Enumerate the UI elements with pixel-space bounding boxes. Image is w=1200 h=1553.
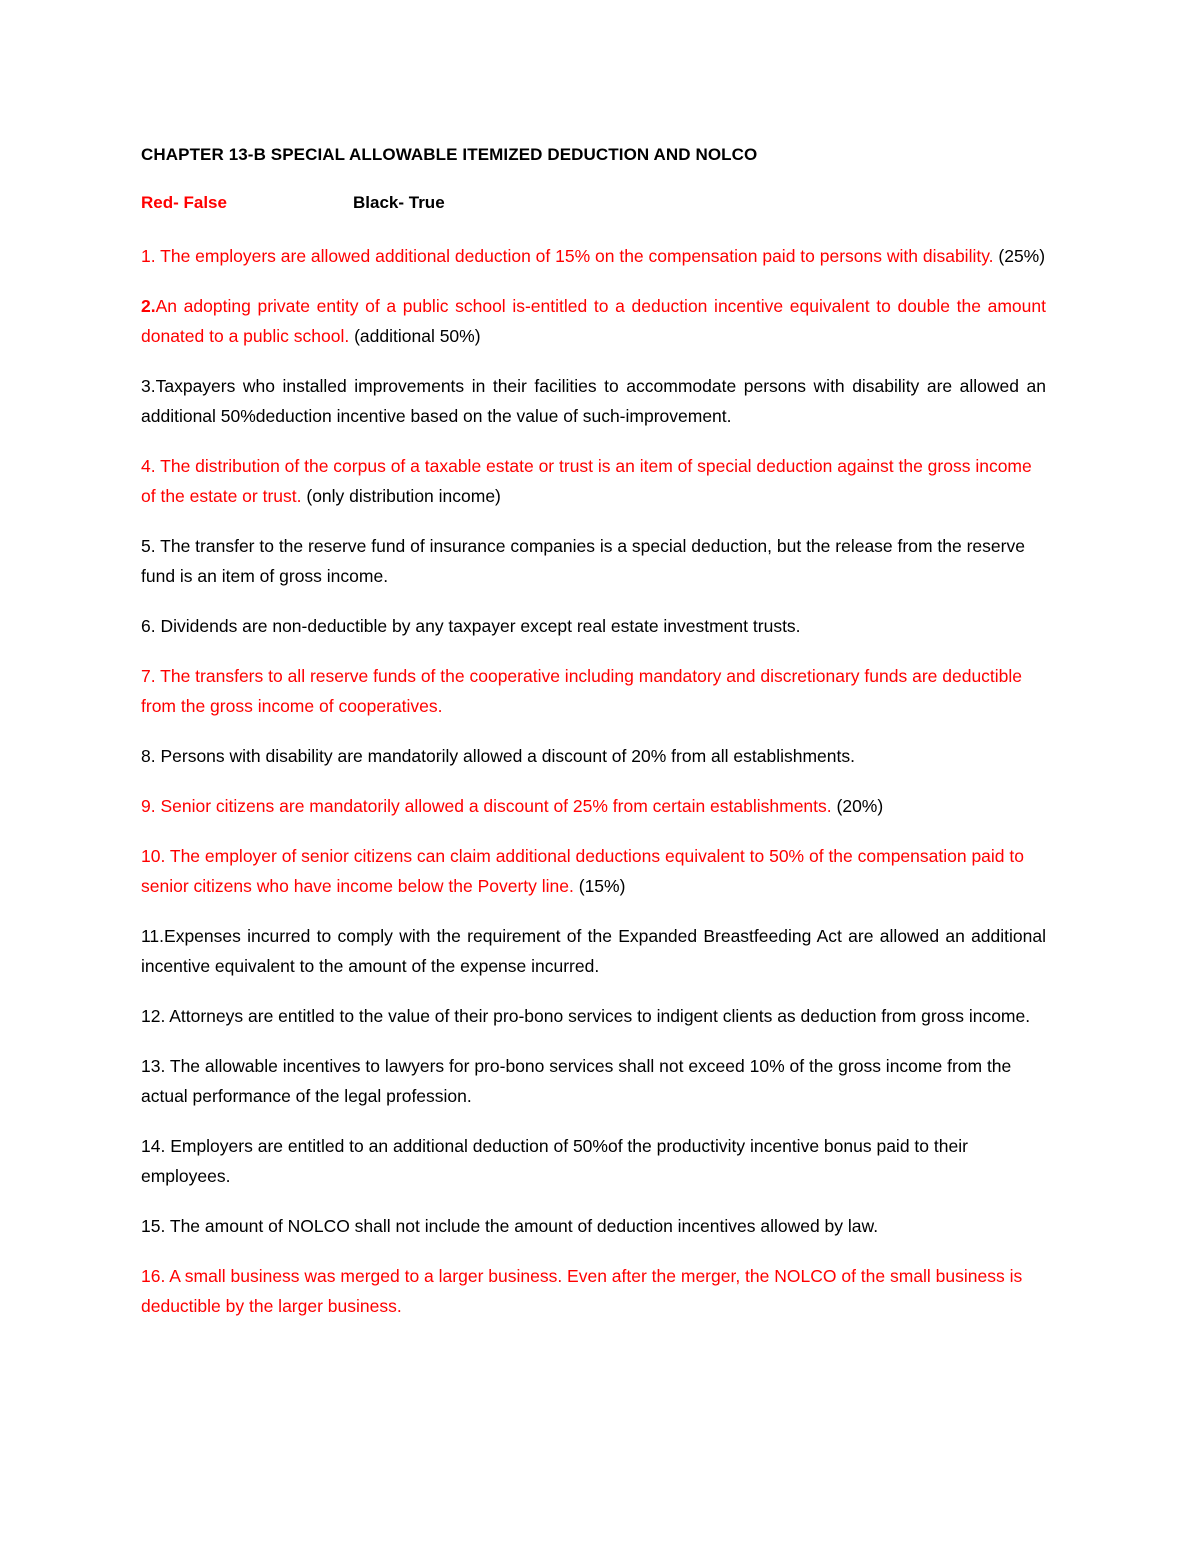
question-8 bbox=[141, 741, 1046, 771]
question-6 bbox=[141, 611, 1046, 641]
question-13-text: The allowable incentives to lawyers for pro-bono services shall not exceed 10% of the gross income from the actual performance of the legal profession. bbox=[141, 1056, 1012, 1106]
question-12 bbox=[141, 1001, 1046, 1031]
question-10-text: The employer of senior citizens can claim additional deductions equivalent to 50% of the compensation paid to senior citizens who have income below the Poverty line. bbox=[141, 846, 1024, 896]
question-5-text: The transfer to the reserve fund of insurance companies is a special deduction, but the release from the reserve fund is an item of gross income. bbox=[141, 536, 1025, 586]
legend-true: Black- True bbox=[353, 193, 445, 212]
question-6-text: Dividends are non-deductible by any taxpayer except real estate investment trusts. bbox=[155, 616, 801, 636]
page-title: CHAPTER 13-B SPECIAL ALLOWABLE ITEMIZED DEDUCTION AND NOLCO bbox=[141, 145, 758, 164]
question-11-number: 11. bbox=[141, 926, 165, 946]
question-9-answer: (20%) bbox=[831, 796, 884, 816]
question-16-number: 16. bbox=[141, 1266, 166, 1286]
question-2 bbox=[141, 291, 1046, 351]
question-3-number: 3. bbox=[141, 376, 156, 396]
question-4 bbox=[141, 451, 1046, 511]
question-7-text: The transfers to all reserve funds of the cooperative including mandatory and discretionary funds are deductible from the gross income of cooperatives. bbox=[141, 666, 1023, 716]
question-1-text: The employers are allowed additional deduction of 15% on the compensation paid to persons with disability. bbox=[155, 246, 994, 266]
question-2-text: An adopting private entity of a public school is-entitled to a deduction incentive equivalent to double the amount donated to a public school. bbox=[141, 296, 1046, 346]
question-5-number: 5. bbox=[141, 536, 156, 556]
question-15-text: The amount of NOLCO shall not include the amount of deduction incentives allowed by law. bbox=[165, 1216, 879, 1236]
question-3 bbox=[141, 371, 1046, 431]
question-7-number: 7. bbox=[141, 666, 156, 686]
question-14-text: Employers are entitled to an additional deduction of 50%of the productivity incentive bonus paid to their employees. bbox=[141, 1136, 968, 1186]
question-9 bbox=[141, 791, 1046, 821]
question-8-number: 8. bbox=[141, 746, 156, 766]
question-2-answer: (additional 50%) bbox=[349, 326, 481, 346]
question-3-text: Taxpayers who installed improvements in their facilities to accommodate persons with disability are allowed an additional 50%deduction incentive based on the value of such-improvement. bbox=[141, 376, 1046, 426]
question-1 bbox=[141, 241, 1046, 271]
color-legend bbox=[141, 193, 1046, 213]
question-12-text: Attorneys are entitled to the value of their pro-bono services to indigent clients as deduction from gross income. bbox=[165, 1006, 1031, 1026]
question-11 bbox=[141, 921, 1046, 981]
question-4-text: The distribution of the corpus of a taxable estate or trust is an item of special deduction against the gross income of the estate or trust. bbox=[141, 456, 1032, 506]
question-6-number: 6. bbox=[141, 616, 156, 636]
question-9-number: 9. bbox=[141, 796, 156, 816]
question-2-number: 2. bbox=[141, 296, 156, 316]
question-9-text: Senior citizens are mandatorily allowed a discount of 25% from certain establishments. bbox=[155, 796, 832, 816]
question-4-answer: (only distribution income) bbox=[301, 486, 501, 506]
document-page bbox=[141, 145, 1046, 1341]
question-16 bbox=[141, 1261, 1046, 1321]
question-7 bbox=[141, 661, 1046, 721]
question-14 bbox=[141, 1131, 1046, 1191]
question-15 bbox=[141, 1211, 1046, 1241]
question-10-number: 10. bbox=[141, 846, 166, 866]
question-11-text: Expenses incurred to comply with the requirement of the Expanded Breastfeeding Act are allowed an additional incentive equivalent to the amount of the expense incurred. bbox=[141, 926, 1046, 976]
question-5 bbox=[141, 531, 1046, 591]
question-12-number: 12. bbox=[141, 1006, 166, 1026]
question-15-number: 15. bbox=[141, 1216, 166, 1236]
legend-false: Red- False bbox=[141, 193, 227, 212]
question-4-number: 4. bbox=[141, 456, 156, 476]
question-16-text: A small business was merged to a larger business. Even after the merger, the NOLCO of the small business is deductible by the larger business. bbox=[141, 1266, 1023, 1316]
question-1-number: 1. bbox=[141, 246, 156, 266]
question-8-text: Persons with disability are mandatorily allowed a discount of 20% from all establishments. bbox=[155, 746, 855, 766]
question-14-number: 14. bbox=[141, 1136, 166, 1156]
question-1-answer: (25%) bbox=[993, 246, 1046, 266]
question-13-number: 13. bbox=[141, 1056, 166, 1076]
question-13 bbox=[141, 1051, 1046, 1111]
question-10 bbox=[141, 841, 1046, 901]
question-10-answer: (15%) bbox=[573, 876, 626, 896]
